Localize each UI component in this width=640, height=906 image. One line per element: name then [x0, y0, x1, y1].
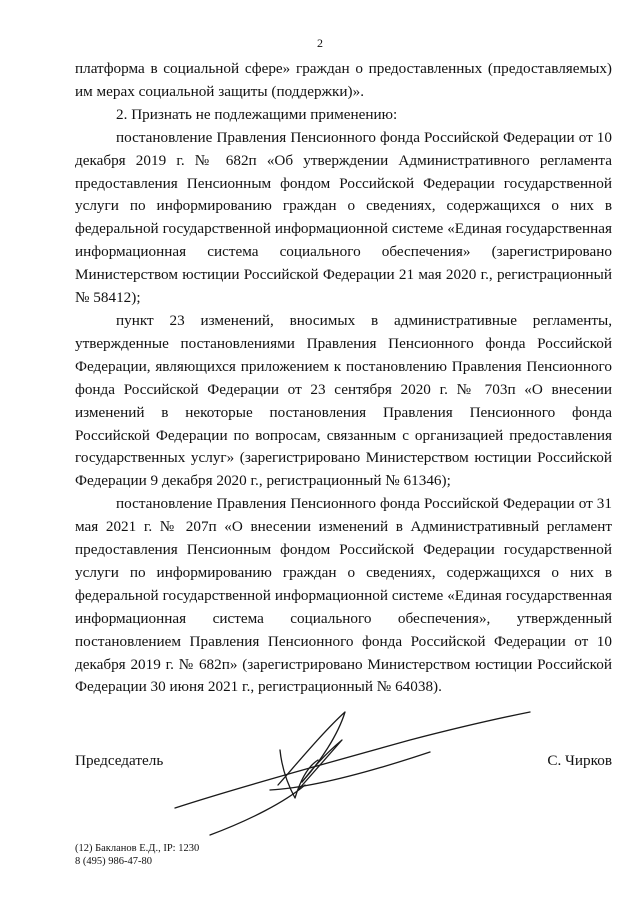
- signer-title: Председатель: [75, 752, 164, 769]
- page-number: 2: [317, 36, 323, 50]
- paragraph-resolution-207p: постановление Правления Пенсионного фонда Российской Федерации от 31 мая 2021 г. № 207п «О внесении изменений в Административный регламент предоставления Пенсионным фондом Российской Федерации государственной услуги по информированию граждан о сведениях, содержащихся о них в федеральной государственной информационной системе «Единая государственная информационная система социального обеспечения», утвержденный постановлением Правления Пенсионного фонда Российской Федерации от 10 декабря 2019 г. № 682п» (зарегистрировано Министерством юстиции Российской Федерации 30 июня 2021 г., регистрационный № 64038).: [75, 495, 612, 696]
- paragraph-continuation: платформа в социальной сфере» граждан о предоставленных (предоставляемых) им мерах социальной защиты (поддержки)».: [75, 60, 612, 100]
- executor-phone: 8 (495) 986-47-80: [75, 856, 152, 867]
- executor-footer: [75, 842, 199, 868]
- document-body: [75, 58, 612, 699]
- executor-name: (12) Бакланов Е.Д., IP: 1230: [75, 843, 200, 854]
- signature-block: [75, 752, 612, 782]
- paragraph-resolution-682p: постановление Правления Пенсионного фонда Российской Федерации от 10 декабря 2019 г. № 682п «Об утверждении Административного регламента предоставления Пенсионным фондом Российской Федерации государственной услуги по информированию граждан о сведениях, содержащихся о них в федеральной государственной информационной системе «Единая государственная информационная система социального обеспечения» (зарегистрировано Министерством юстиции Российской Федерации 21 мая 2020 г., регистрационный № 58412);: [75, 128, 612, 307]
- paragraph-item-2: 2. Признать не подлежащими применению:: [116, 105, 398, 123]
- paragraph-point-23: пункт 23 изменений, вносимых в административные регламенты, утвержденные постановлениями Правления Пенсионного фонда Российской Федерации, являющихся приложением к постановлению Правления Пенсионного фонда Российской Федерации от 23 сентября 2020 г. № 703п «О внесении изменений в некоторые постановления Правления Пенсионного фонда Российской Федерации по вопросам, связанным с организацией предоставления государственных услуг» (зарегистрировано Министерством юстиции Российской Федерации 9 декабря 2020 г., регистрационный № 61346);: [75, 311, 612, 490]
- signer-name: С. Чирков: [547, 752, 612, 769]
